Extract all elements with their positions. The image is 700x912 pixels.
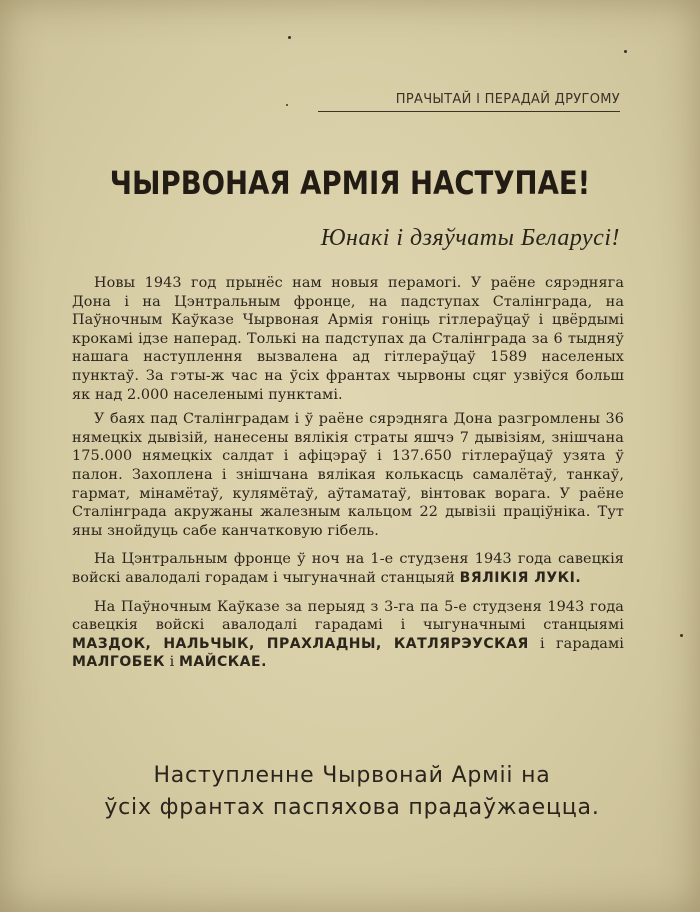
paper-speck (680, 634, 683, 637)
paragraph-2: У баях пад Сталінградам і ў раёне сярэдняга Дона разгромлены 36 нямецкіх дывізій, нанесены вялікія страты яшчэ 7 дывізіям, знішчана 175.000 нямецкіх салдат і афіцэраў і 137.650 гітлераўцаў узята ў палон. Захоплена і знішчана вялікая колькасць самалётаў, танкаў, гармат, мінамётаў, кулямётаў, аўтаматаў, вінтовак ворага. У раёне Сталінграда акружаны жалезным кальцом 22 дывізіі праціўніка. Тут яны знойдуць сабе канчатковую гібель. (72, 411, 624, 539)
paragraph-3-text: На Цэнтральным фронце ў ноч на 1-е студзеня 1943 года савецкія войскі авалодалі горадам і чыгуначнай станцыяй (72, 551, 624, 586)
paragraph-3 (72, 550, 624, 587)
paragraph-1: Новы 1943 год прынёс нам новыя перамогі. У раёне сярэдняга Дона і на Цэнтральным фронце, на падступах Сталінграда, на Паўночным Каўказе Чырвоная Армія гоніць гітлераўцаў і цвёрдымі крокамі ідзе наперад. Толькі на падступах да Сталінграда за 6 тыдняў нашага наступлення вызвалена ад гітлераўцаў 1589 населеных пунктаў. За гэты-ж час на ўсіх франтах чырвоны сцяг узвіўся больш як над 2.000 населенымі пунктамі. (72, 275, 624, 403)
city-maiskae: МАЙСКАЕ. (178, 654, 267, 671)
city-velikie-luki: ВЯЛІКІЯ ЛУКІ. (459, 569, 582, 586)
closing-line-2: ўсіх франтах паспяхова прадаўжаецца. (104, 795, 600, 820)
closing-line-1: Наступленне Чырвонай Арміі на (153, 763, 551, 788)
city-malgobek: МАЛГОБЕК (72, 654, 165, 671)
cities-list: МАЗДОК, НАЛЬЧЫК, ПРАХЛАДНЫ, КАТЛЯРЭУСКАЯ (72, 635, 529, 652)
header-tagline: ПРАЧЫТАЙ І ПЕРАДАЙ ДРУГОМУ (318, 92, 620, 112)
paragraph-4-text-c: і (169, 654, 175, 671)
paper-speck (288, 36, 291, 39)
paper-speck (286, 104, 288, 106)
paper-speck (624, 50, 627, 53)
paragraph-4-text-a: На Паўночным Каўказе за перыяд з 3-га па 5-е студзеня 1943 года савецкія войскі авалодалі гарадамі і чыгуначнымі станцыямі (72, 598, 624, 634)
paragraph-4 (72, 598, 624, 672)
page-title: ЧЫРВОНАЯ АРМІЯ НАСТУПАЕ! (109, 164, 591, 202)
paragraph-4-text-b: і гарадамі (540, 635, 624, 652)
leaflet-body (72, 274, 624, 678)
page-subtitle: Юнакі і дзяўчаты Беларусі! (320, 225, 620, 251)
closing-statement (72, 760, 632, 824)
